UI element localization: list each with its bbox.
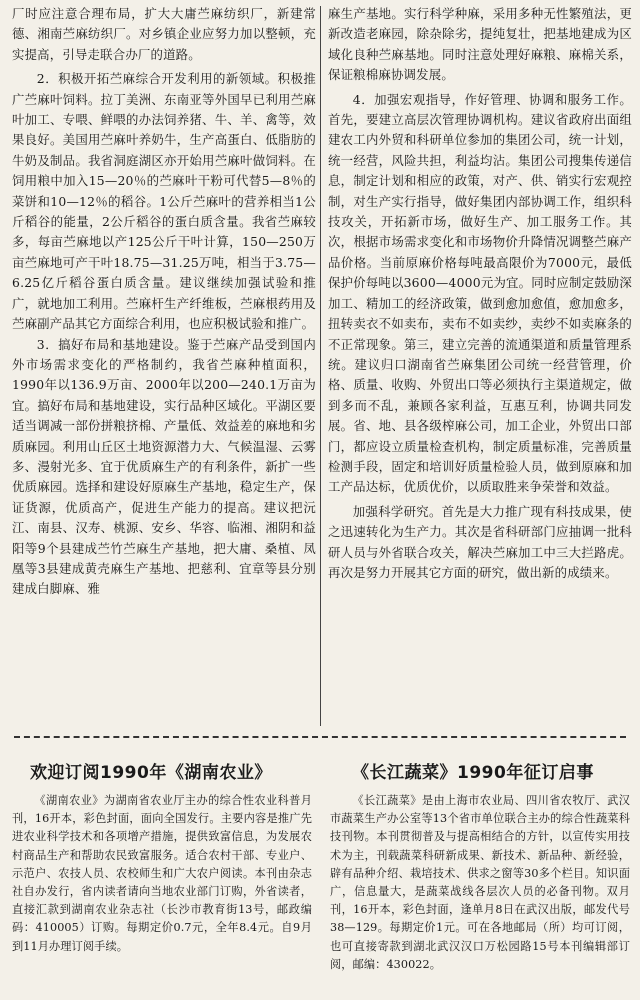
ad-changjiang-vegetables-text: 《长江蔬菜》是由上海市农业局、四川省农牧厅、武汉市蔬菜生产办公室等13个省市单位联合主办的综合性蔬菜科技刊物。本刊贯彻普及与提高相结合的方针，以宣传实用技术为主，刊载蔬菜科研新成果、新技术、新品种、新经验，辟有品种介绍、栽培技术、供求之窗等30多个栏目。知识面广，信息量大，是蔬菜战线各层次人员的必备刊物。双月刊，16开本，彩色封面，逢单月8日在武汉出版，邮发代号38—129。每期定价1元。可在各地邮局（所）均可订阅，也可直接寄款到湖北武汉汉口万松园路15号本刊编辑部订阅，邮编：430022。 [330,794,630,971]
article-right-column [328,4,632,724]
section-divider [14,736,626,738]
ad-hunan-agriculture-body [12,792,312,956]
right-paragraph-3: 加强科学研究。首先是大力推广现有科技成果，使之迅速转化为生产力。其次是省科研部门应抽调一批科研人员与外省联合攻关，解决苎麻加工中三大拦路虎。再次是努力开展其它方面的研究，做出新的成绩来。 [328,503,632,580]
left-paragraph-3: 3．搞好布局和基地建设。鉴于苎麻产品受到国内外市场需求变化的严格制约，我省苎麻种植面积，1990年以136.9万亩、2000年以200—240.1万亩为宜。搞好布局和基地建设，实行品种区域化。平湖区要适当调减一部份拼粮挤棉、产量低、效益差的麻地和劣质麻园。利用山丘区土地资源潜力大、气候温湿、云雾多、漫射光多、宜于优质麻生产的有利条件，新扩一些优质麻园。选择和建设好原麻生产基地，稳定生产，保证货源，优质高产，促进生产能力的提高。建议把沅江、南县、汉寿、桃源、安乡、华容、临湘、湘阴和益阳等9个县建成苎竹苎麻生产基地，把大庸、桑植、凤凰等3县建成黄壳麻生产基地、把慈利、宜章等县分别建成白脚麻、雅 [12,336,316,597]
ad-hunan-agriculture-text: 《湖南农业》为湖南省农业厅主办的综合性农业科普月刊，16开本，彩色封面，面向全国发行。主要内容是推广先进农业科学技术和各项增产措施，提供致富信息，为发展农村商品生产和帮助农民致富服务。适合农村干部、专业户、示范户、农技人员、农校师生和广大农户阅读。本刊由杂志社自办发行，省内读者请向当地农业部门订购，外省读者，直接汇款到湖南农业杂志社（长沙市教育街13号，邮政编码：410005）订购。每期定价0.7元，全年8.4元。自9月到11月办理订阅手续。 [12,794,312,953]
article-left-column [12,4,316,724]
ad-hunan-agriculture-title: 欢迎订阅1990年《湖南农业》 [30,763,272,783]
ad-changjiang-vegetables-body [330,792,630,974]
left-paragraph-2: 2．积极开拓苎麻综合开发利用的新领域。积极推广苎麻叶饲料。拉丁美洲、东南亚等外国早已利用苎麻叶加工、专喂、鲜喂的办法饲养猪、牛、羊、禽等，效果良好。美国用苎麻叶养奶牛，生产高蛋白、低脂肪的牛奶及制品。我省洞庭湖区亦开始用苎麻叶做饲料。在饲用粮中加入15—20％的苎麻叶干粉可代替5—8％的菜饼和10—12％的稻谷。1公斤苎麻叶的营养相当1公斤稻谷的能量，2公斤稻谷的蛋白质含量。我省苎麻较多，每亩苎麻地以产125公斤干叶计算，150—250万亩苎麻地可产干叶18.75—31.25万吨，相当于3.75—6.25亿斤稻谷蛋白质含量。建议继续加强试验和推广，就地加工利用。苎麻杆生产纤维板，苎麻根药用及苎麻副产品其它方面综合利用，也应积极试验和推广。 [12,71,316,332]
left-paragraph-1: 厂时应注意合理布局，扩大大庸苎麻纺织厂，新建常德、湘南苎麻纺织厂。对乡镇企业应努力加以整顿，充实提高，引导走联合办厂的道路。 [12,6,316,62]
right-paragraph-2: 4．加强宏观指导，作好管理、协调和服务工作。首先，要建立高层次管理协调机构。建议省政府出面组建农工内外贸和科研单位参加的集团公司，统一计划，统一经营，风险共担，利益均沾。集团公司搜集传递信息，制定计划和相应的政策，对产、供、销实行宏观控制，对生产实行指导，做好集团内部协调工作，组织科技攻关，开拓新市场，做好生产、加工服务工作。其次，根据市场需求变化和市场物价升降情况调整苎麻产品价格。当前原麻价格每吨最高限价为7000元，最低保护价每吨以3600—4000元为宜。同时应制定鼓励深加工、精加工的经济政策，做到愈加愈值，愈加愈多，扭转卖衣不如卖布，卖布不如卖纱，卖纱不如卖麻条的不正常现象。第三，建立完善的流通渠道和质量管理系统。建议归口湖南省苎麻集团公司统一经营管理，价格、质量、收购、外贸出口等必须执行主渠道规定，做到多而不乱，兼顾各家利益，互惠互利，协调共同发展。省、地、县各级榨麻公司，加工企业，外贸出口部门，都应设立质量检查机构，制定质量标准，完善质量检测手段，固定和培训好质量检验人员，做到原麻和加工产品达标，优质优价，以质取胜来争荣誉和效益。 [328,91,632,495]
ad-changjiang-vegetables-title: 《长江蔬菜》1990年征订启事 [352,763,594,783]
right-paragraph-1: 麻生产基地。实行科学种麻，采用多种无性繁殖法，更新改造老麻园，除杂除劣，提纯复壮，把基地建成为区域化良种苎麻基地。同时注意处理好麻粮、麻棉关系，保证粮棉麻协调发展。 [328,6,632,83]
column-divider [320,6,321,726]
